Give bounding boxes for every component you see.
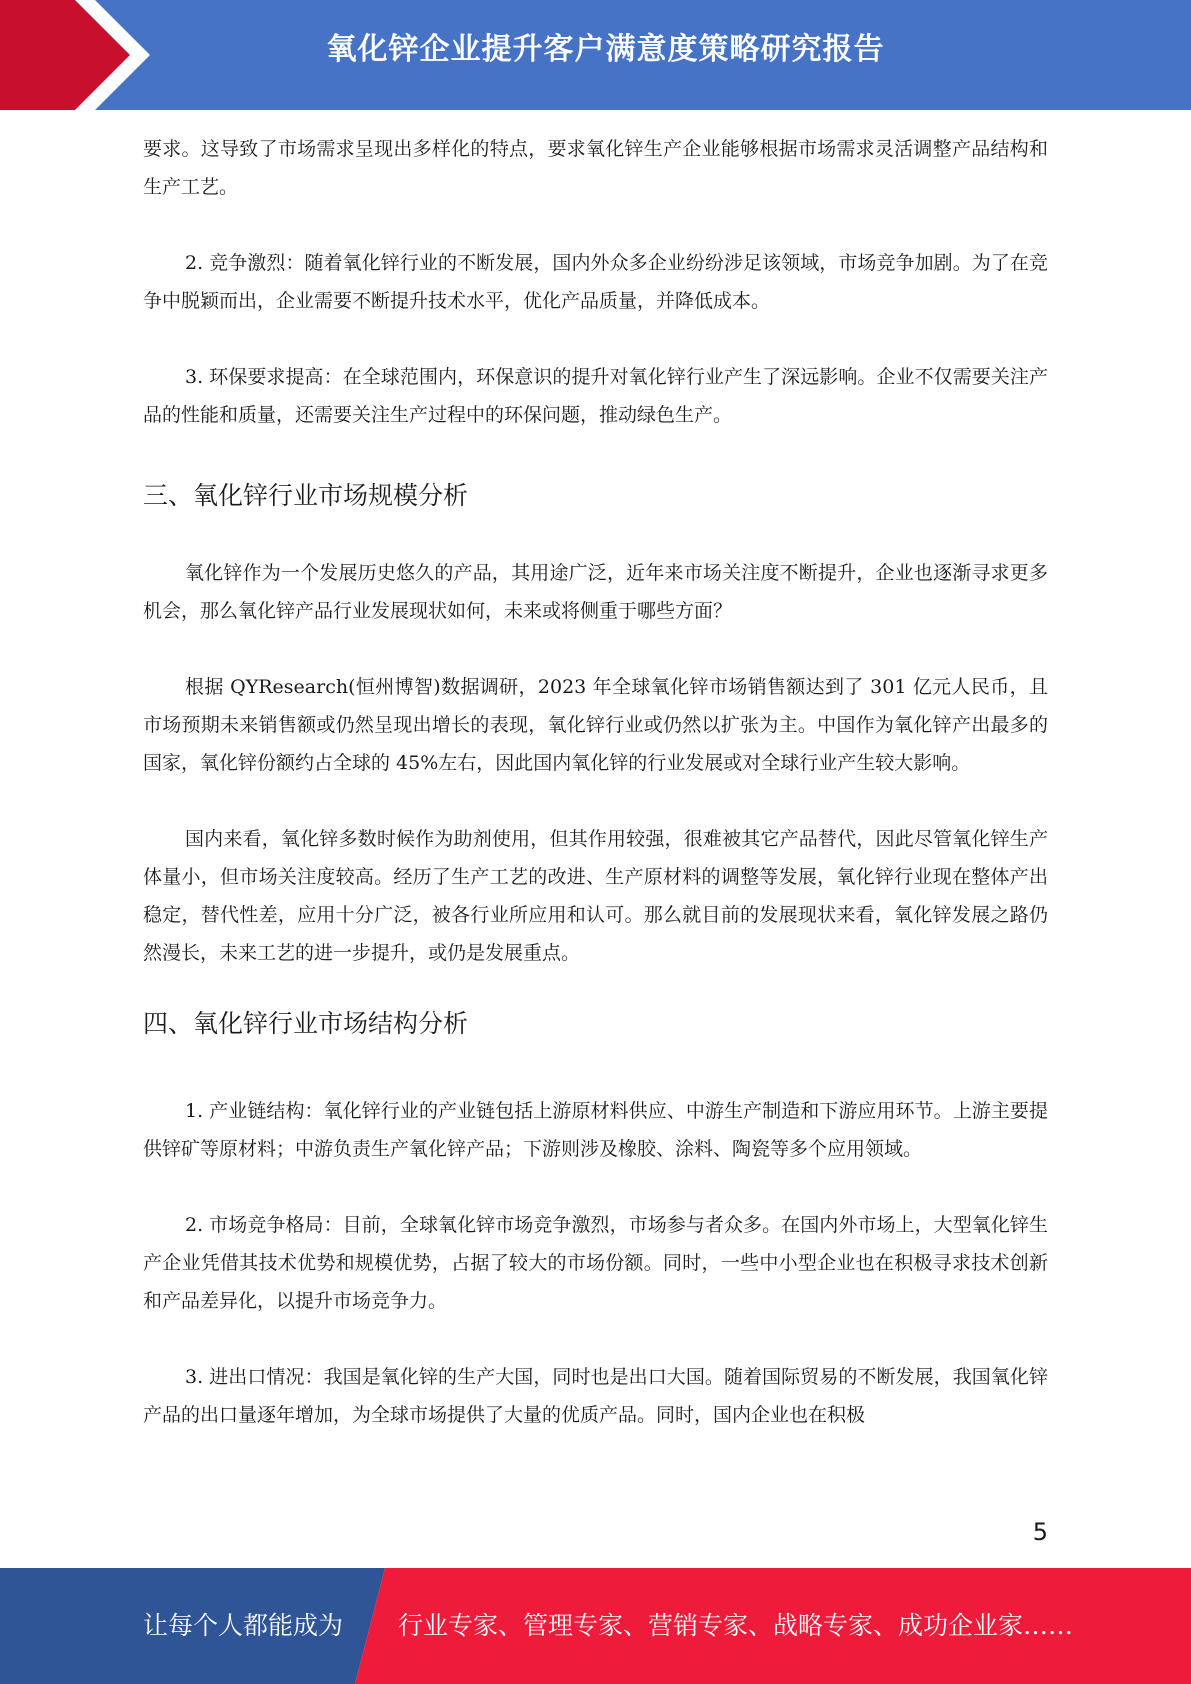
header-arrow-decoration	[0, 0, 160, 110]
paragraph-domestic: 国内来看，氧化锌多数时候作为助剂使用，但其作用较强，很难被其它产品替代，因此尽管氧化锌生产体量小，但市场关注度较高。经历了生产工艺的改进、生产原材料的调整等发展，氧化锌行业现在整体产出稳定，替代性差，应用十分广泛，被各行业所应用和认可。那么就目前的发展现状来看，氧化锌发展之路仍然漫长，未来工艺的进一步提升，或仍是发展重点。	[143, 828, 1048, 964]
footer-slogan-right: 行业专家、管理专家、营销专家、战略专家、成功企业家……	[398, 1611, 1074, 1640]
section-heading-4: 四、氧化锌行业市场结构分析	[143, 1009, 469, 1038]
paragraph-trade: 3. 进出口情况：我国是氧化锌的生产大国，同时也是出口大国。随着国际贸易的不断发展，我国氧化锌产品的出口量逐年增加，为全球市场提供了大量的优质产品。同时，国内企业也在积极	[143, 1366, 1048, 1426]
footer-band	[0, 1568, 1191, 1684]
section-heading-3: 三、氧化锌行业市场规模分析	[143, 481, 469, 510]
paragraph-competition: 2. 竞争激烈：随着氧化锌行业的不断发展，国内外众多企业纷纷涉足该领域，市场竞争加剧。为了在竞争中脱颖而出，企业需要不断提升技术水平，优化产品质量，并降低成本。	[143, 252, 1048, 312]
paragraph-environment: 3. 环保要求提高：在全球范围内，环保意识的提升对氧化锌行业产生了深远影响。企业不仅需要关注产品的性能和质量，还需要关注生产过程中的环保问题，推动绿色生产。	[143, 366, 1048, 426]
page-number: 5	[1032, 1518, 1048, 1546]
footer-slogan-left: 让每个人都能成为	[143, 1611, 344, 1640]
report-title: 氧化锌企业提升客户满意度策略研究报告	[326, 32, 885, 67]
header-band	[0, 0, 1191, 110]
main-content	[143, 130, 1048, 1434]
paragraph-landscape: 2. 市场竞争格局：目前，全球氧化锌市场竞争激烈，市场参与者众多。在国内外市场上，大型氧化锌生产企业凭借其技术优势和规模优势，占据了较大的市场份额。同时，一些中小型企业也在积极寻求技术创新和产品差异化，以提升市场竞争力。	[143, 1214, 1048, 1312]
paragraph-research: 根据 QYResearch(恒州博智)数据调研，2023 年全球氧化锌市场销售额达到了 301 亿元人民币，且市场预期未来销售额或仍然呈现出增长的表现，氧化锌行业或仍然以扩张为主。中国作为氧化锌产出最多的国家，氧化锌份额约占全球的 45%左右，因此国内氧化锌的行业发展或对全球行业产生较大影响。	[143, 676, 1048, 774]
paragraph-intro: 要求。这导致了市场需求呈现出多样化的特点，要求氧化锌生产企业能够根据市场需求灵活调整产品结构和生产工艺。	[143, 138, 1048, 198]
paragraph-history: 氧化锌作为一个发展历史悠久的产品，其用途广泛，近年来市场关注度不断提升，企业也逐渐寻求更多机会，那么氧化锌产品行业发展现状如何，未来或将侧重于哪些方面？	[143, 562, 1048, 622]
paragraph-chain: 1. 产业链结构：氧化锌行业的产业链包括上游原材料供应、中游生产制造和下游应用环节。上游主要提供锌矿等原材料；中游负责生产氧化锌产品；下游则涉及橡胶、涂料、陶瓷等多个应用领域。	[143, 1100, 1048, 1160]
